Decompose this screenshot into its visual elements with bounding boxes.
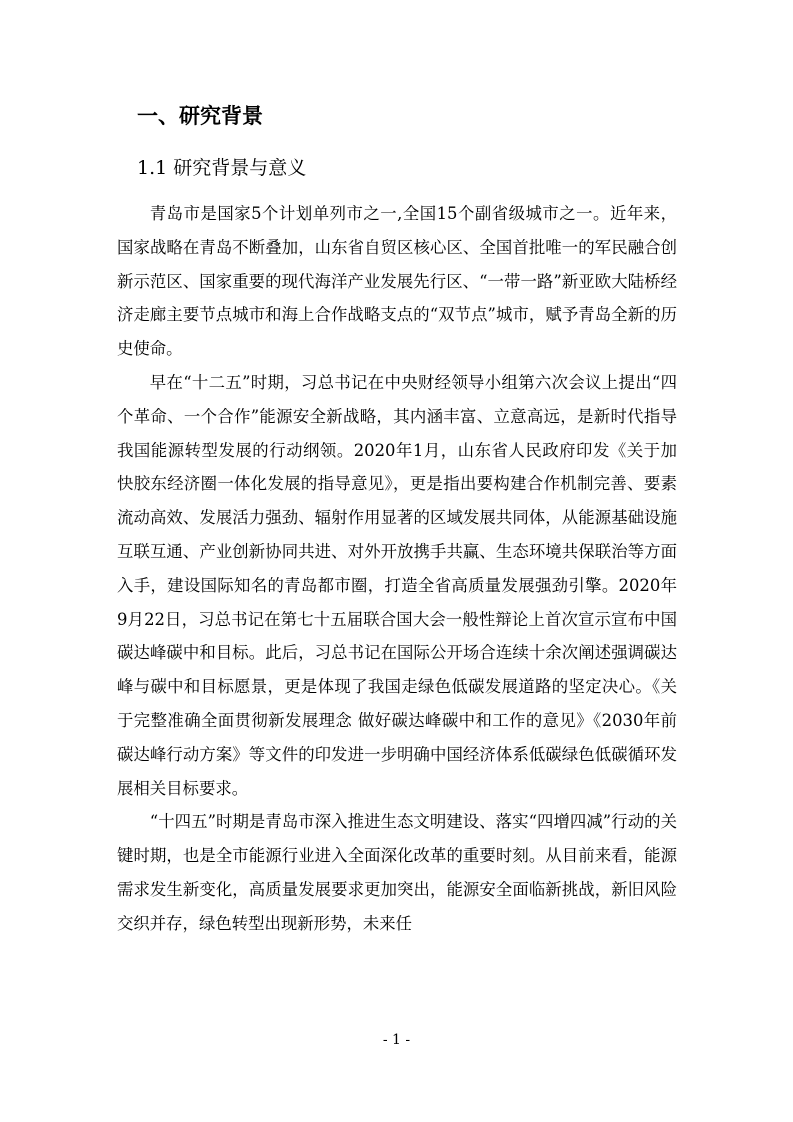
paragraph: 青岛市是国家5个计划单列市之一,全国15个副省级城市之一。近年来，国家战略在青岛不断叠加，山东省自贸区核心区、全国首批唯一的军民融合创新示范区、国家重要的现代海洋产业发展先行区、“一带一路”新亚欧大陆桥经济走廊主要节点城市和海上合作战略支点的“双节点”城市，赋予青岛全新的历史使命。 bbox=[117, 204, 677, 359]
page-number: - 1 - bbox=[382, 1032, 411, 1048]
section-heading: 一、研究背景 bbox=[137, 104, 263, 128]
paragraph: 早在“十二五”时期，习总书记在中央财经领导小组第六次会议上提出“四个革命、一个合作”能源安全新战略，其内涵丰富、立意高远，是新时代指导我国能源转型发展的行动纲领。2020年1月，山东省人民政府印发《关于加快胶东经济圈一体化发展的指导意见》，更是指出要构建合作机制完善、要素流动高效、发展活力强劲、辐射作用显著的区域发展共同体，从能源基础设施互联互通、产业创新协同共进、对外开放携手共赢、生态环境共保联治等方面入手，建设国际知名的青岛都市圈，打造全省高质量发展强劲引擎。2020年9月22日，习总书记在第七十五届联合国大会一般性辩论上首次宣示宣布中国碳达峰碳中和目标。此后，习总书记在国际公开场合连续十余次阐述强调碳达峰与碳中和目标愿景，更是体现了我国走绿色低碳发展道路的坚定决心。《关于完整准确全面贯彻新发展理念 做好碳达峰碳中和工作的意见》《2030年前碳达峰行动方案》等文件的印发进一步明确中国经济体系低碳绿色低碳循环发展相关目标要求。 bbox=[117, 372, 677, 798]
paragraph: “十四五”时期是青岛市深入推进生态文明建设、落实“四增四减”行动的关键时期，也是全市能源行业进入全面深化改革的重要时刻。从目前来看，能源需求发生新变化，高质量发展要求更加突出，能源安全面临新挑战，新旧风险交织并存，绿色转型出现新形势，未来任 bbox=[117, 812, 677, 933]
body-text bbox=[117, 197, 677, 941]
subsection-heading: 1.1 研究背景与意义 bbox=[137, 157, 307, 179]
